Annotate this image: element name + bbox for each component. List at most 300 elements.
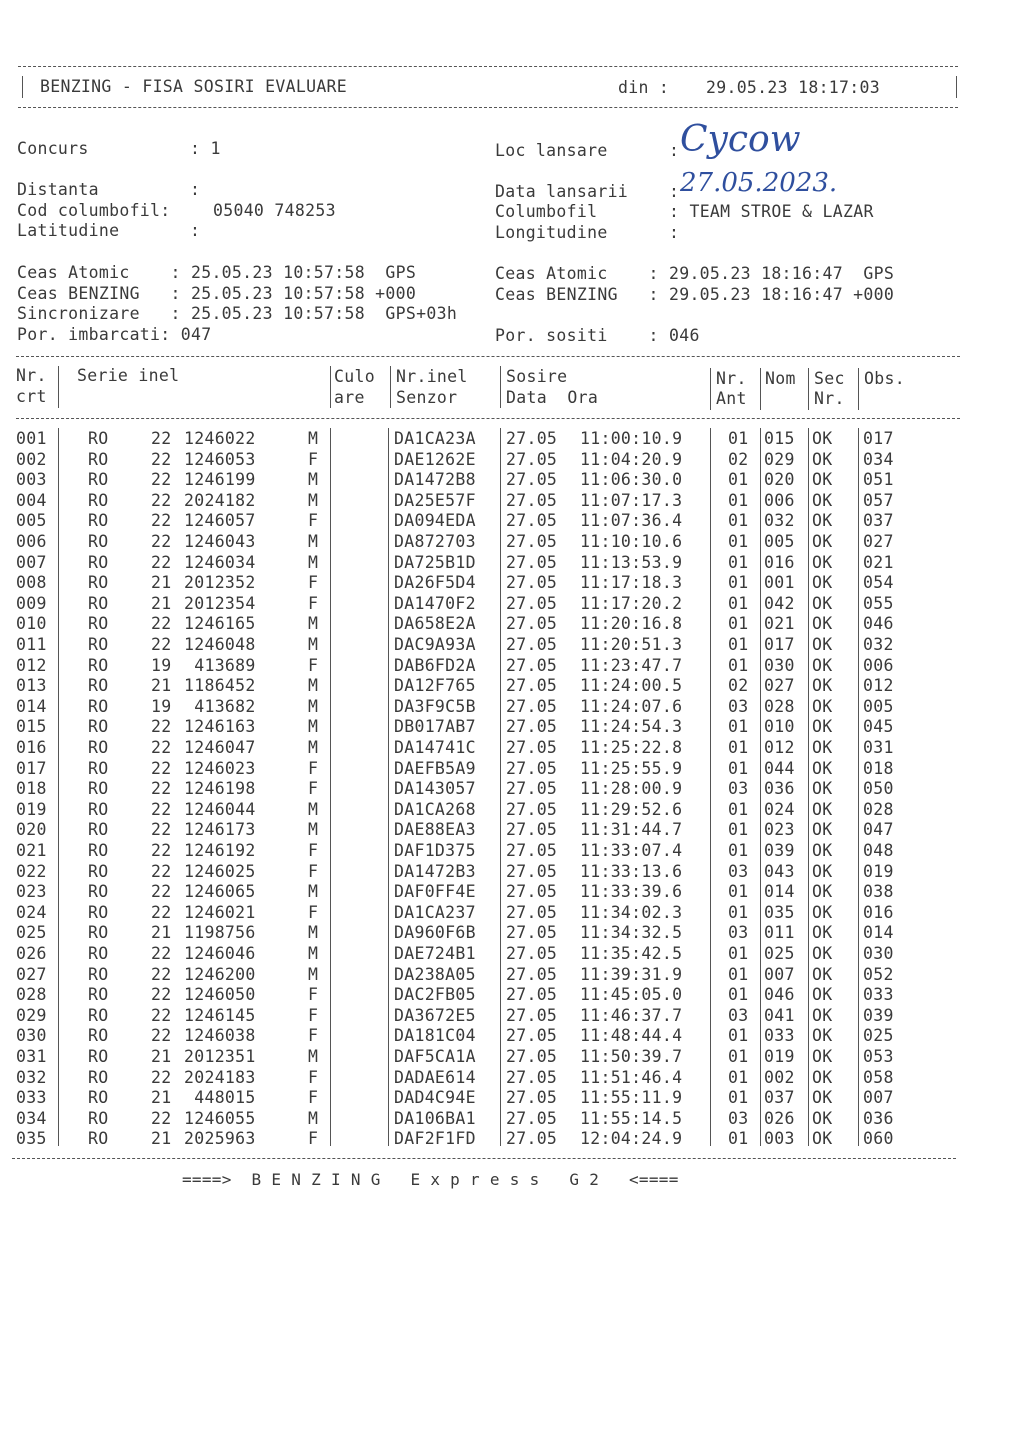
cell-nr-crt: 006 — [16, 532, 47, 551]
cell-sec: OK — [812, 593, 833, 613]
body-sep — [500, 428, 501, 1146]
cell-ring-number: 2012351 — [184, 1047, 256, 1066]
cell-sec: OK — [812, 573, 833, 593]
header-right-bar — [956, 76, 957, 98]
cell-country: RO — [88, 1129, 109, 1149]
cell-nom: 032 — [764, 511, 795, 531]
cell-time: 11:00:10.9 — [580, 429, 683, 448]
cell-country: RO — [88, 1005, 109, 1025]
cell-sex: F — [308, 1129, 319, 1149]
cell-ring-number: 1246165 — [184, 614, 256, 634]
cell-date: 27.05 — [506, 964, 558, 984]
cell-nom: 007 — [764, 964, 795, 984]
cell-sec: OK — [812, 923, 833, 943]
cell-country: RO — [88, 861, 109, 881]
cell-obs: 033 — [863, 985, 894, 1005]
hdr-sep — [710, 368, 711, 410]
cell-sensor: DA725B1D — [394, 552, 476, 572]
cell-date: 27.05 — [506, 985, 558, 1005]
cell-time: 11:51:46.4 — [580, 1067, 683, 1087]
cell-time: 11:45:05.0 — [580, 985, 683, 1005]
cell-sensor: DB017AB7 — [394, 717, 476, 737]
cell-obs: 051 — [863, 470, 894, 490]
cell-nr-crt: 018 — [16, 779, 47, 799]
cell-nom: 027 — [764, 676, 795, 696]
body-sep — [858, 428, 859, 1146]
cell-sensor: DA12F765 — [394, 676, 476, 696]
cell-country: RO — [88, 902, 109, 922]
cell-sec: OK — [812, 429, 833, 448]
cell-nom: 024 — [764, 799, 795, 819]
cell-nr-crt: 002 — [16, 449, 47, 469]
cell-time: 11:06:30.0 — [580, 470, 683, 490]
cell-obs: 055 — [863, 593, 894, 613]
cell-year: 22 — [151, 717, 172, 737]
distanta-sep: : — [190, 180, 201, 199]
cell-sec: OK — [812, 799, 833, 819]
cell-sec: OK — [812, 1108, 833, 1128]
cell-sex: M — [308, 614, 319, 634]
cell-ant: 01 — [728, 429, 749, 448]
cell-ant: 01 — [728, 511, 749, 531]
cell-sensor: DAF5CA1A — [394, 1047, 476, 1066]
cell-sec: OK — [812, 614, 833, 634]
loc-lansare-label: Loc lansare — [495, 141, 608, 160]
cell-country: RO — [88, 429, 109, 448]
cell-nr-crt: 032 — [16, 1067, 47, 1087]
cell-sec: OK — [812, 944, 833, 963]
cell-sex: F — [308, 841, 319, 860]
cell-time: 11:33:13.6 — [580, 861, 683, 881]
cell-year: 22 — [151, 490, 172, 510]
cell-sex: F — [308, 902, 319, 922]
latitudine-sep: : — [190, 221, 201, 240]
cell-sensor: DA25E57F — [394, 490, 476, 510]
cell-ring-number: 1246034 — [184, 552, 256, 572]
cell-time: 11:34:32.5 — [580, 923, 683, 943]
hdr-sep — [58, 366, 59, 408]
cell-ant: 03 — [728, 1005, 749, 1025]
cell-date: 27.05 — [506, 1129, 558, 1149]
cell-time: 11:04:20.9 — [580, 449, 683, 469]
cell-date: 27.05 — [506, 573, 558, 593]
cell-sensor: DAE1262E — [394, 449, 476, 469]
cell-nom: 021 — [764, 614, 795, 634]
cell-sex: F — [308, 1088, 319, 1108]
cell-nr-crt: 035 — [16, 1129, 47, 1149]
cell-sex: F — [308, 573, 319, 593]
cell-sec: OK — [812, 1129, 833, 1149]
cell-ant: 01 — [728, 552, 749, 572]
cell-sensor: DAC2FB05 — [394, 985, 476, 1005]
cell-sex: M — [308, 635, 319, 654]
cell-sensor: DAF0FF4E — [394, 882, 476, 902]
cell-date: 27.05 — [506, 1067, 558, 1087]
cell-sensor: DA872703 — [394, 532, 476, 551]
cell-sec: OK — [812, 449, 833, 469]
cell-sensor: DA094EDA — [394, 511, 476, 531]
data-lansarii-label: Data lansarii — [495, 182, 629, 201]
cell-ring-number: 448015 — [184, 1088, 256, 1108]
cell-sex: F — [308, 593, 319, 613]
cell-sensor: DAB6FD2A — [394, 655, 476, 675]
cell-ring-number: 1246192 — [184, 841, 256, 860]
cell-nom: 023 — [764, 820, 795, 840]
cell-sensor: DA1CA23A — [394, 429, 476, 448]
loc-lansare-sep: : — [669, 141, 680, 160]
cell-time: 11:25:55.9 — [580, 758, 683, 778]
cell-sex: M — [308, 552, 319, 572]
cell-sex: F — [308, 655, 319, 675]
cell-year: 22 — [151, 1067, 172, 1087]
cod-columbofil-label: Cod columbofil: — [17, 201, 171, 220]
cell-nom: 042 — [764, 593, 795, 613]
longitudine-label: Longitudine — [495, 223, 608, 242]
cell-time: 11:24:54.3 — [580, 717, 683, 737]
cell-year: 19 — [151, 696, 172, 716]
cell-ant: 01 — [728, 1067, 749, 1087]
cell-ant: 01 — [728, 1129, 749, 1149]
cell-sex: F — [308, 861, 319, 881]
cell-country: RO — [88, 738, 109, 757]
cell-sec: OK — [812, 717, 833, 737]
cell-sensor: DA1472B8 — [394, 470, 476, 490]
cell-sensor: DA658E2A — [394, 614, 476, 634]
cell-sex: M — [308, 1047, 319, 1066]
cell-nr-crt: 029 — [16, 1005, 47, 1025]
cell-country: RO — [88, 841, 109, 860]
cell-ant: 01 — [728, 1088, 749, 1108]
cell-date: 27.05 — [506, 490, 558, 510]
cell-country: RO — [88, 923, 109, 943]
cell-ring-number: 1246021 — [184, 902, 256, 922]
cell-year: 22 — [151, 429, 172, 448]
cell-nr-crt: 021 — [16, 841, 47, 860]
cell-sec: OK — [812, 532, 833, 551]
cell-nr-crt: 017 — [16, 758, 47, 778]
cell-sec: OK — [812, 738, 833, 757]
cell-nom: 017 — [764, 635, 795, 654]
cell-year: 22 — [151, 985, 172, 1005]
cell-sensor: DA1CA237 — [394, 902, 476, 922]
cell-ring-number: 2024182 — [184, 490, 256, 510]
cell-nr-crt: 009 — [16, 593, 47, 613]
cell-year: 22 — [151, 902, 172, 922]
cell-nr-crt: 023 — [16, 882, 47, 902]
cell-sensor: DA1470F2 — [394, 593, 476, 613]
cell-ant: 01 — [728, 614, 749, 634]
cell-nr-crt: 011 — [16, 635, 47, 654]
cell-date: 27.05 — [506, 552, 558, 572]
cell-obs: 036 — [863, 1108, 894, 1128]
cell-country: RO — [88, 758, 109, 778]
cell-date: 27.05 — [506, 944, 558, 963]
cell-country: RO — [88, 511, 109, 531]
ceas-benzing-left: Ceas BENZING : 25.05.23 10:57:58 +000 — [17, 284, 417, 303]
cell-date: 27.05 — [506, 655, 558, 675]
cell-nr-crt: 001 — [16, 429, 47, 448]
cell-ant: 03 — [728, 861, 749, 881]
cell-obs: 027 — [863, 532, 894, 551]
cell-sec: OK — [812, 655, 833, 675]
cell-ant: 03 — [728, 1108, 749, 1128]
cell-nr-crt: 010 — [16, 614, 47, 634]
cell-year: 21 — [151, 1088, 172, 1108]
cell-nr-crt: 015 — [16, 717, 47, 737]
columbofil-label: Columbofil — [495, 202, 598, 221]
cell-sex: M — [308, 676, 319, 696]
cell-year: 22 — [151, 738, 172, 757]
cell-year: 22 — [151, 758, 172, 778]
cell-date: 27.05 — [506, 882, 558, 902]
por-imbarcati-line: Por. imbarcati: 047 — [17, 325, 212, 344]
cell-date: 27.05 — [506, 758, 558, 778]
cell-country: RO — [88, 1067, 109, 1087]
cell-country: RO — [88, 470, 109, 490]
cell-time: 11:07:36.4 — [580, 511, 683, 531]
cell-country: RO — [88, 1088, 109, 1108]
cell-date: 27.05 — [506, 593, 558, 613]
cell-time: 11:29:52.6 — [580, 799, 683, 819]
cell-year: 21 — [151, 923, 172, 943]
cell-year: 22 — [151, 1108, 172, 1128]
cell-nom: 035 — [764, 902, 795, 922]
cell-country: RO — [88, 573, 109, 593]
cell-obs: 054 — [863, 573, 894, 593]
cell-year: 22 — [151, 511, 172, 531]
cell-ant: 01 — [728, 635, 749, 654]
cell-ant: 01 — [728, 841, 749, 860]
cell-nr-crt: 031 — [16, 1047, 47, 1066]
top-dashed-rule — [18, 66, 958, 67]
cell-nr-crt: 008 — [16, 573, 47, 593]
cell-ring-number: 1246055 — [184, 1108, 256, 1128]
cell-ant: 03 — [728, 923, 749, 943]
cell-obs: 047 — [863, 820, 894, 840]
col-sosire-1: Sosire — [506, 367, 568, 386]
cell-date: 27.05 — [506, 779, 558, 799]
cell-obs: 052 — [863, 964, 894, 984]
cell-sex: M — [308, 882, 319, 902]
cell-obs: 058 — [863, 1067, 894, 1087]
cell-nr-crt: 016 — [16, 738, 47, 757]
cell-ring-number: 1246053 — [184, 449, 256, 469]
cell-time: 11:23:47.7 — [580, 655, 683, 675]
cell-date: 27.05 — [506, 841, 558, 860]
cell-ant: 01 — [728, 490, 749, 510]
columbofil-value: : TEAM STROE & LAZAR — [669, 202, 874, 221]
cell-nom: 030 — [764, 655, 795, 675]
cell-nom: 036 — [764, 779, 795, 799]
cell-year: 22 — [151, 635, 172, 654]
cell-ring-number: 1246163 — [184, 717, 256, 737]
cell-ant: 02 — [728, 676, 749, 696]
cell-ant: 01 — [728, 470, 749, 490]
cell-sec: OK — [812, 1005, 833, 1025]
ceas-atomic-right: Ceas Atomic : 29.05.23 18:16:47 GPS — [495, 264, 895, 283]
cell-ant: 01 — [728, 758, 749, 778]
cell-nr-crt: 026 — [16, 944, 47, 963]
cell-year: 22 — [151, 820, 172, 840]
cell-nom: 028 — [764, 696, 795, 716]
data-lansarii-handwritten: 27.05.2023. — [680, 168, 838, 198]
cell-date: 27.05 — [506, 470, 558, 490]
cell-obs: 038 — [863, 882, 894, 902]
sincronizare-line: Sincronizare : 25.05.23 10:57:58 GPS+03h — [17, 304, 458, 323]
cell-sex: F — [308, 758, 319, 778]
cell-ring-number: 1246145 — [184, 1005, 256, 1025]
concurs-value: : 1 — [190, 139, 221, 158]
cell-nom: 016 — [764, 552, 795, 572]
cell-sensor: DA1CA268 — [394, 799, 476, 819]
cell-ring-number: 1246050 — [184, 985, 256, 1005]
hdr-sep — [808, 368, 809, 410]
cell-nom: 039 — [764, 841, 795, 860]
cell-sensor: DA14741C — [394, 738, 476, 757]
cell-obs: 006 — [863, 655, 894, 675]
cell-time: 11:33:39.6 — [580, 882, 683, 902]
cell-nr-crt: 022 — [16, 861, 47, 881]
cell-ring-number: 1246038 — [184, 1026, 256, 1046]
cell-date: 27.05 — [506, 511, 558, 531]
cell-country: RO — [88, 820, 109, 840]
hdr-sep — [858, 368, 859, 410]
cell-date: 27.05 — [506, 820, 558, 840]
cell-nr-crt: 020 — [16, 820, 47, 840]
cell-sec: OK — [812, 779, 833, 799]
cell-time: 11:20:16.8 — [580, 614, 683, 634]
body-sep — [58, 428, 59, 1146]
cell-obs: 030 — [863, 944, 894, 963]
cell-sensor: DAE724B1 — [394, 944, 476, 963]
cell-nom: 012 — [764, 738, 795, 757]
col-culoare-2: are — [334, 388, 365, 407]
cell-nom: 037 — [764, 1088, 795, 1108]
col-sec-1: Sec — [814, 369, 845, 388]
cell-country: RO — [88, 676, 109, 696]
cell-country: RO — [88, 717, 109, 737]
latitudine-label: Latitudine — [17, 221, 120, 240]
cell-nr-crt: 025 — [16, 923, 47, 943]
cell-sex: F — [308, 511, 319, 531]
cell-sex: F — [308, 1005, 319, 1025]
cell-time: 11:17:20.2 — [580, 593, 683, 613]
cell-date: 27.05 — [506, 738, 558, 757]
cell-time: 11:13:53.9 — [580, 552, 683, 572]
cell-obs: 048 — [863, 841, 894, 860]
cell-ant: 01 — [728, 985, 749, 1005]
cell-nom: 014 — [764, 882, 795, 902]
cell-ant: 01 — [728, 882, 749, 902]
cell-sec: OK — [812, 985, 833, 1005]
col-sosire-2: Data Ora — [506, 388, 599, 407]
cell-sex: M — [308, 799, 319, 819]
cell-nom: 029 — [764, 449, 795, 469]
cell-sex: M — [308, 717, 319, 737]
cell-obs: 012 — [863, 676, 894, 696]
cell-sex: F — [308, 449, 319, 469]
cell-year: 22 — [151, 1026, 172, 1046]
cell-sec: OK — [812, 902, 833, 922]
cell-ant: 01 — [728, 799, 749, 819]
cell-country: RO — [88, 779, 109, 799]
cell-year: 22 — [151, 964, 172, 984]
cell-country: RO — [88, 449, 109, 469]
cell-sex: M — [308, 923, 319, 943]
din-label: din : — [618, 78, 670, 97]
cell-ant: 01 — [728, 738, 749, 757]
footer-brand: ====> B E N Z I N G E x p r e s s G 2 <==== — [182, 1170, 679, 1189]
cell-ring-number: 1198756 — [184, 923, 256, 943]
cell-ring-number: 2025963 — [184, 1129, 256, 1149]
cell-nom: 011 — [764, 923, 795, 943]
col-nr-ant-2: Ant — [716, 389, 747, 408]
cell-sensor: DA106BA1 — [394, 1108, 476, 1128]
cell-ring-number: 1246043 — [184, 532, 256, 551]
cell-time: 11:17:18.3 — [580, 573, 683, 593]
cell-date: 27.05 — [506, 861, 558, 881]
cell-date: 27.05 — [506, 1088, 558, 1108]
cell-year: 21 — [151, 573, 172, 593]
cell-sensor: DAF1D375 — [394, 841, 476, 860]
cell-sensor: DAE88EA3 — [394, 820, 476, 840]
cell-ring-number: 1186452 — [184, 676, 256, 696]
cell-sex: M — [308, 490, 319, 510]
header-left-bar — [22, 76, 23, 98]
cell-ring-number: 1246198 — [184, 779, 256, 799]
cell-nr-crt: 030 — [16, 1026, 47, 1046]
longitudine-sep: : — [669, 223, 680, 242]
cell-nom: 046 — [764, 985, 795, 1005]
cell-ring-number: 1246065 — [184, 882, 256, 902]
cell-country: RO — [88, 552, 109, 572]
cell-date: 27.05 — [506, 429, 558, 448]
cell-time: 11:39:31.9 — [580, 964, 683, 984]
cell-nr-crt: 007 — [16, 552, 47, 572]
body-sep — [808, 428, 809, 1146]
cell-sec: OK — [812, 676, 833, 696]
cell-obs: 032 — [863, 635, 894, 654]
cell-year: 22 — [151, 861, 172, 881]
cell-nom: 006 — [764, 490, 795, 510]
cell-country: RO — [88, 614, 109, 634]
cell-nom: 026 — [764, 1108, 795, 1128]
cell-year: 21 — [151, 593, 172, 613]
cell-obs: 037 — [863, 511, 894, 531]
cell-ring-number: 1246047 — [184, 738, 256, 757]
col-culoare-1: Culo — [334, 367, 375, 386]
cell-country: RO — [88, 635, 109, 654]
cell-nom: 041 — [764, 1005, 795, 1025]
cell-sex: M — [308, 944, 319, 963]
col-nr-inel-2: Senzor — [396, 388, 458, 407]
cell-time: 11:07:17.3 — [580, 490, 683, 510]
cell-date: 27.05 — [506, 1047, 558, 1066]
cell-nom: 003 — [764, 1129, 795, 1149]
cell-nr-crt: 024 — [16, 902, 47, 922]
cell-sensor: DAC9A93A — [394, 635, 476, 654]
cell-sec: OK — [812, 964, 833, 984]
cell-nr-crt: 003 — [16, 470, 47, 490]
cell-sex: M — [308, 1108, 319, 1128]
body-sep — [388, 428, 389, 1146]
cell-time: 11:50:39.7 — [580, 1047, 683, 1066]
cell-sensor: DADAE614 — [394, 1067, 476, 1087]
col-nr-crt-1: Nr. — [16, 366, 47, 385]
body-sep — [760, 428, 761, 1146]
cell-sec: OK — [812, 758, 833, 778]
cell-ant: 02 — [728, 449, 749, 469]
